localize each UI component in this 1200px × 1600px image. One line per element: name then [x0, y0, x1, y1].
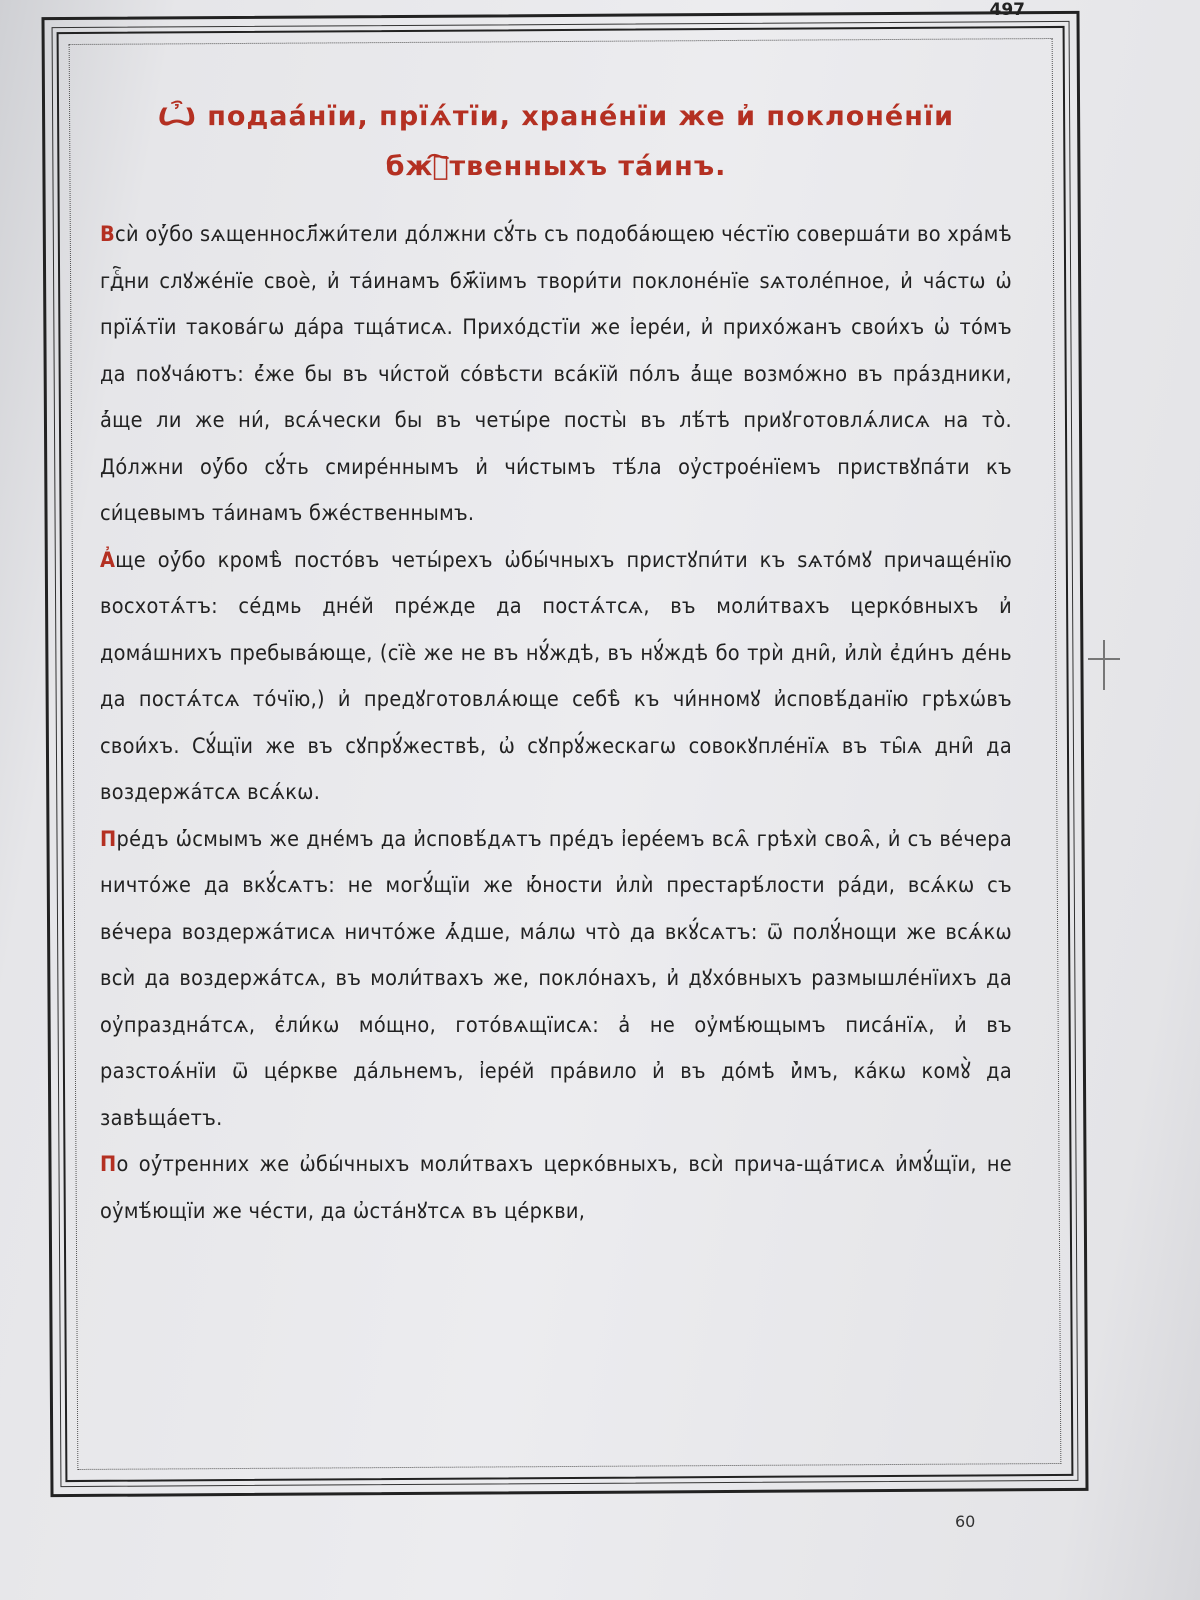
paragraph-4 [100, 1142, 1012, 1235]
page-content [100, 92, 1012, 1235]
paragraph-text: сѝ оу҆́бо ѕѧщенносл҃жи́тели до́лжни сꙋ́ть съ подоба́ющею че́стїю соверша́ти во хра́мѣ гдⷭ҇ни слꙋже́нїе своѐ, и҆ та́инамъ бж҃їимъ твори́ти поклоне́нїе ѕѧтоле́пное, и҆ ча́стѡ ѡ҆ прїѧ́тїи такова́гѡ да́ра тща́тисѧ. Прихо́дстїи же і҆ере́и, и҆ прихо́жанъ свои́хъ ѡ҆ то́мъ да поꙋча́ютъ: є҆́же бы въ чи́стой со́вѣсти вса́кїй по́лъ а҆́ще возмо́жно въ пра́здники, а҆́ще ли же ни́, всѧ́чески бы въ четы́ре посты̀ въ лѣ́тѣ приꙋготовлѧ́лисѧ на то̀. До́лжни оу҆́бо сꙋ́ть смире́ннымъ и҆ чи́стымъ тѣ́ла оу҆строе́нїемъ приствꙋпа́ти къ си́цевымъ та́инамъ бже́ственнымъ. [100, 222, 1012, 526]
paragraph-text: ре́дъ ѡ҆́смымъ же дне́мъ да и҆сповѣ́дѧтъ пре́дъ і҆ере́емъ всѧ̑ грѣхѝ своѧ̑, и҆ съ ве́чера ничто́же да вкꙋ́сѧтъ: не могꙋ́щїи же ю҆́ности и҆лѝ престарѣ́лости ра́ди, всѧ́кѡ съ ве́чера воздержа́тисѧ ничто́же ѧ҆́дше, ма́лѡ что̀ да вкꙋ́сѧтъ: ѿ полꙋ́нощи же всѧ́кѡ всѝ да воздержа́тсѧ, въ моли́твахъ же, покло́нахъ, и҆ дꙋхо́вныхъ размышле́нїихъ да оу҆праздна́тсѧ, є҆ли́кѡ мо́щно, гото́вѧщїисѧ: а҆ не оу҆мѣ́ющымъ писа́нїѧ, и҆ въ разстоѧ́нїи ѿ це́ркве да́льнемъ, і҆ере́й пра́вило и҆ въ до́мѣ и҆̀мъ, ка́кѡ комꙋ̀ да завѣща́етъ. [100, 826, 1012, 1131]
page-number: 497 [989, 0, 1025, 20]
initial-letter: П [100, 1152, 117, 1177]
initial-letter: В [100, 222, 116, 247]
pencil-cross-mark [1086, 640, 1122, 690]
section-title: Ѽ подаа́нїи, прїѧ́тїи, хране́нїи же и҆ поклоне́нїи бжⷭ҇твенныхъ та́инъ. [157, 101, 955, 182]
paragraph-1 [100, 212, 1012, 538]
folio-number: 60 [955, 1512, 976, 1531]
initial-letter: А҆ [100, 547, 116, 573]
paragraph-2 [100, 538, 1012, 817]
initial-letter: П [100, 826, 117, 852]
paragraph-3 [100, 817, 1012, 1143]
paragraph-text: о оу҆́тренних же ѡ҆бы́чныхъ моли́твахъ церко́вныхъ, всѝ прича-ща́тисѧ и҆мꙋ́щїи, не оу҆мѣ́ющїи же че́сти, да ѡ҆ста́нꙋтсѧ въ це́ркви, [100, 1152, 1012, 1224]
paragraph-text: ще оу҆́бо кромѣ̀ посто́въ четы́рехъ ѡ҆бы́чныхъ пристꙋпи́ти къ ѕѧто́мꙋ причаще́нїю восхотѧ́тъ: се́дмь дне́й пре́жде да постѧ́тсѧ, въ моли́твахъ церко́вныхъ и҆ дома́шнихъ пребыва́юще, (сїѐ же не въ нꙋ́ждѣ, въ нꙋ́ждѣ бо трѝ дни̑, и҆лѝ є҆ди́нъ де́нь да постѧ́тсѧ то́чїю,) и҆ предꙋготовлѧ́юще себѣ̀ къ чи́нномꙋ и҆сповѣ́данїю грѣхѡ́въ свои́хъ. Сꙋ́щїи же въ сꙋпрꙋ́жествѣ, ѡ҆ сꙋпрꙋ́жескагѡ совокꙋпле́нїѧ въ ты̑ѧ дни̑ да воздержа́тсѧ всѧ́кѡ. [100, 547, 1012, 805]
